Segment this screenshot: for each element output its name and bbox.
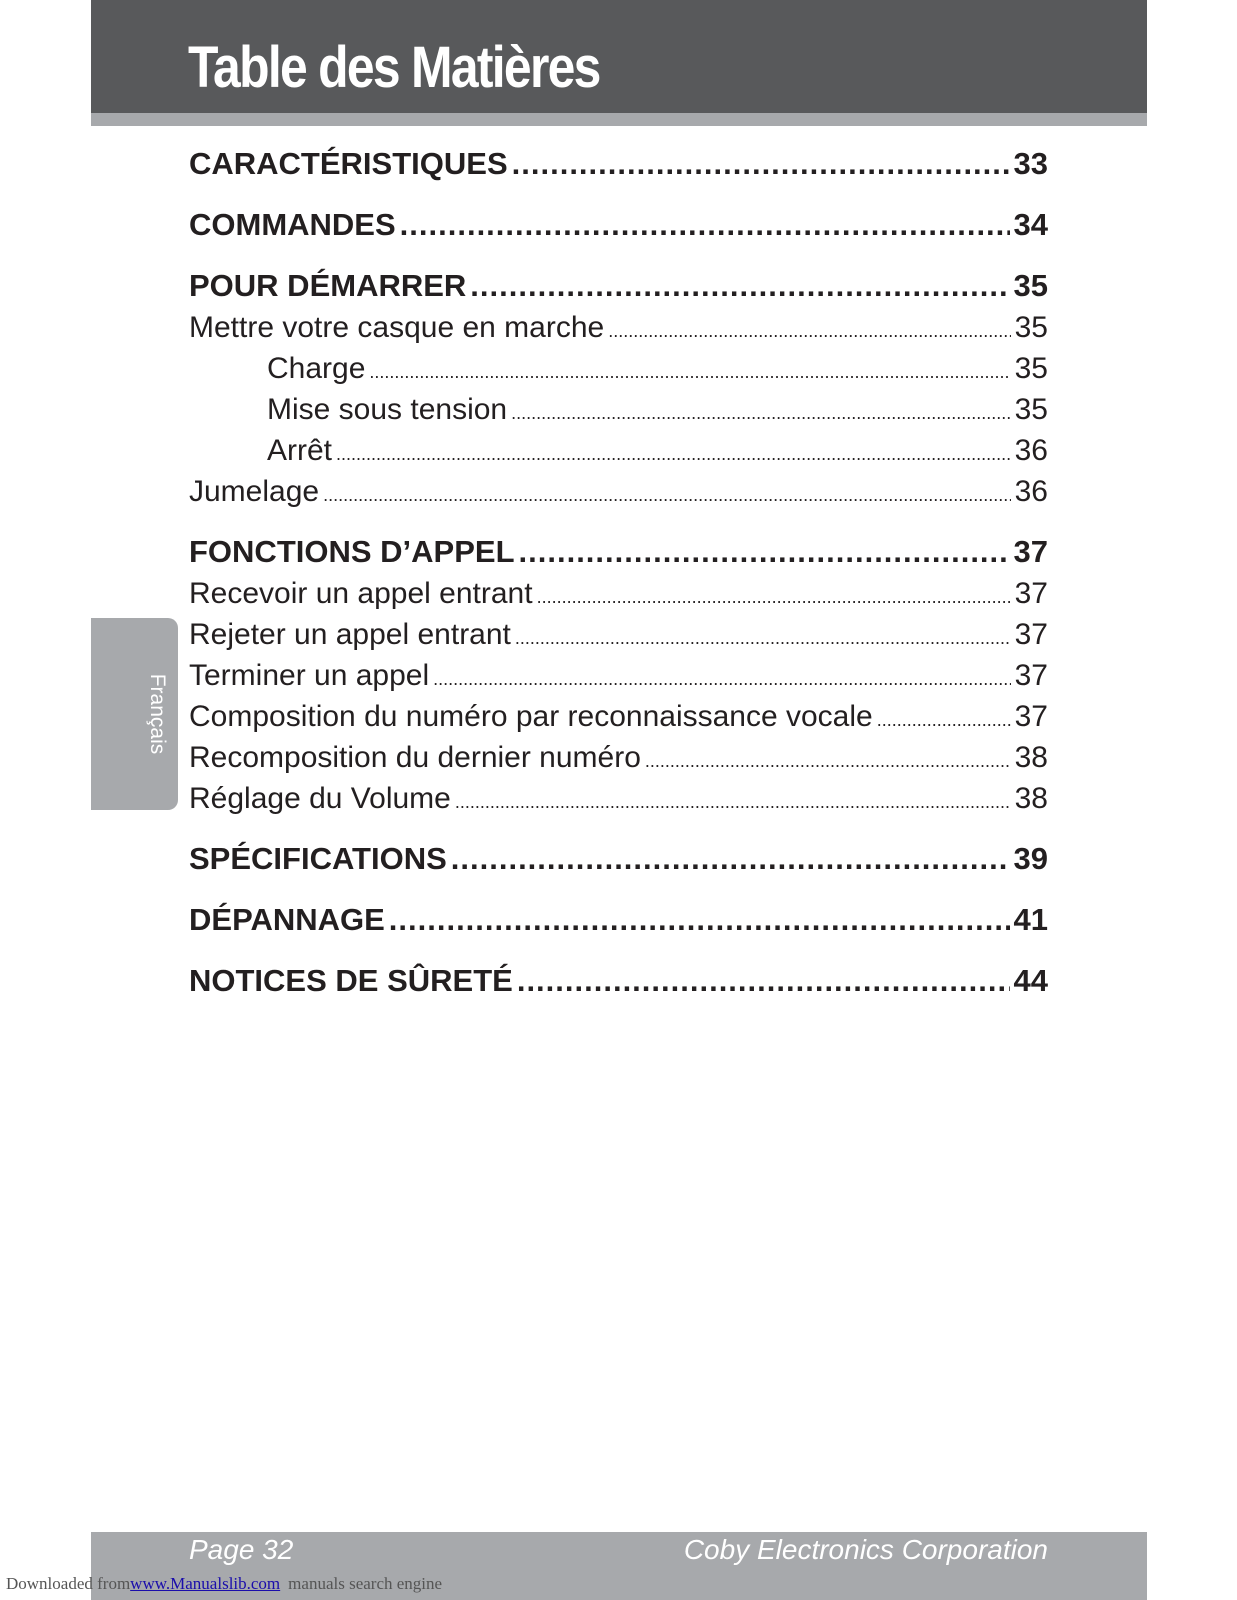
toc-section[interactable] xyxy=(189,143,1048,185)
toc-entry-page: 36 xyxy=(1014,475,1048,508)
toc-dot-leader xyxy=(877,700,1011,741)
toc-section[interactable] xyxy=(189,960,1048,1002)
toc-entry-title: Arrêt xyxy=(267,434,333,467)
header-underline xyxy=(91,113,1147,126)
toc-entry-title: Jumelage xyxy=(189,475,320,508)
download-note-suffix: manuals search engine xyxy=(288,1574,443,1593)
toc-entry-page: 36 xyxy=(1014,434,1048,467)
manualslib-link[interactable]: www.Manualslib.com xyxy=(130,1574,281,1593)
toc-dot-leader xyxy=(336,434,1011,475)
toc-entry-title: DÉPANNAGE xyxy=(189,902,385,937)
toc-subsection[interactable] xyxy=(189,348,1048,389)
toc-dot-leader xyxy=(451,838,1010,880)
page-title: Table des Matières xyxy=(188,35,600,100)
table-of-contents xyxy=(189,143,1048,1002)
toc-subsection[interactable] xyxy=(189,655,1048,696)
toc-dot-leader xyxy=(511,393,1011,434)
language-tab-label: Français xyxy=(146,673,169,755)
toc-entry-title: SPÉCIFICATIONS xyxy=(189,841,447,876)
footer-company-name: Coby Electronics Corporation xyxy=(683,1534,1048,1565)
toc-entry-title: Mise sous tension xyxy=(267,393,508,426)
toc-entry-page: 35 xyxy=(1013,268,1048,303)
toc-entry-page: 38 xyxy=(1014,782,1048,815)
toc-subsection[interactable] xyxy=(189,778,1048,819)
toc-dot-leader xyxy=(517,960,1010,1002)
toc-entry-title: Réglage du Volume xyxy=(189,782,451,815)
toc-dot-leader xyxy=(433,659,1010,700)
toc-subsection[interactable] xyxy=(189,307,1048,348)
toc-entry-title: Recomposition du dernier numéro xyxy=(189,741,641,774)
toc-section[interactable] xyxy=(189,204,1048,246)
toc-dot-leader xyxy=(369,352,1010,393)
toc-subsection[interactable] xyxy=(189,471,1048,512)
toc-subsection[interactable] xyxy=(189,573,1048,614)
toc-entry-title: NOTICES DE SÛRETÉ xyxy=(189,963,513,998)
toc-subsection[interactable] xyxy=(189,430,1048,471)
toc-entry-title: Terminer un appel xyxy=(189,659,430,692)
toc-entry-title: Mettre votre casque en marche xyxy=(189,311,605,344)
toc-subsection[interactable] xyxy=(189,389,1048,430)
toc-entry-page: 41 xyxy=(1013,902,1048,937)
toc-entry-page: 37 xyxy=(1014,700,1048,733)
toc-dot-leader xyxy=(519,531,1010,573)
toc-entry-page: 44 xyxy=(1013,963,1048,998)
toc-entry-title: COMMANDES xyxy=(189,207,396,242)
toc-dot-leader xyxy=(455,782,1011,823)
toc-entry-page: 37 xyxy=(1014,618,1048,651)
toc-entry-page: 37 xyxy=(1014,659,1048,692)
toc-dot-leader xyxy=(512,143,1010,185)
toc-section[interactable] xyxy=(189,899,1048,941)
toc-entry-title: Charge xyxy=(267,352,366,385)
toc-subsection[interactable] xyxy=(189,737,1048,778)
toc-entry-page: 35 xyxy=(1014,352,1048,385)
download-note-prefix: Downloaded from xyxy=(6,1574,131,1593)
toc-entry-page: 34 xyxy=(1013,207,1048,242)
toc-entry-title: POUR DÉMARRER xyxy=(189,268,467,303)
toc-entry-title: Recevoir un appel entrant xyxy=(189,577,533,610)
download-note xyxy=(6,1574,442,1594)
toc-entry-title: CARACTÉRISTIQUES xyxy=(189,146,508,181)
toc-entry-title: FONCTIONS D’APPEL xyxy=(189,534,515,569)
toc-subsection[interactable] xyxy=(189,696,1048,737)
toc-dot-leader xyxy=(389,899,1010,941)
toc-entry-title: Rejeter un appel entrant xyxy=(189,618,511,651)
toc-entry-page: 37 xyxy=(1013,534,1048,569)
toc-dot-leader xyxy=(515,618,1011,659)
toc-entry-page: 38 xyxy=(1014,741,1048,774)
toc-entry-page: 37 xyxy=(1014,577,1048,610)
toc-dot-leader xyxy=(470,265,1009,307)
toc-dot-leader xyxy=(400,204,1010,246)
footer-page-number: Page 32 xyxy=(189,1534,294,1565)
toc-dot-leader xyxy=(608,311,1010,352)
toc-section[interactable] xyxy=(189,531,1048,573)
toc-dot-leader xyxy=(323,475,1011,516)
toc-entry-page: 39 xyxy=(1013,841,1048,876)
toc-dot-leader xyxy=(537,577,1011,618)
toc-section[interactable] xyxy=(189,265,1048,307)
toc-dot-leader xyxy=(645,741,1011,782)
toc-section[interactable] xyxy=(189,838,1048,880)
toc-entry-page: 35 xyxy=(1014,393,1048,426)
toc-subsection[interactable] xyxy=(189,614,1048,655)
toc-entry-page: 35 xyxy=(1014,311,1048,344)
toc-entry-title: Composition du numéro par reconnaissance vocale xyxy=(189,700,873,733)
toc-entry-page: 33 xyxy=(1013,146,1048,181)
